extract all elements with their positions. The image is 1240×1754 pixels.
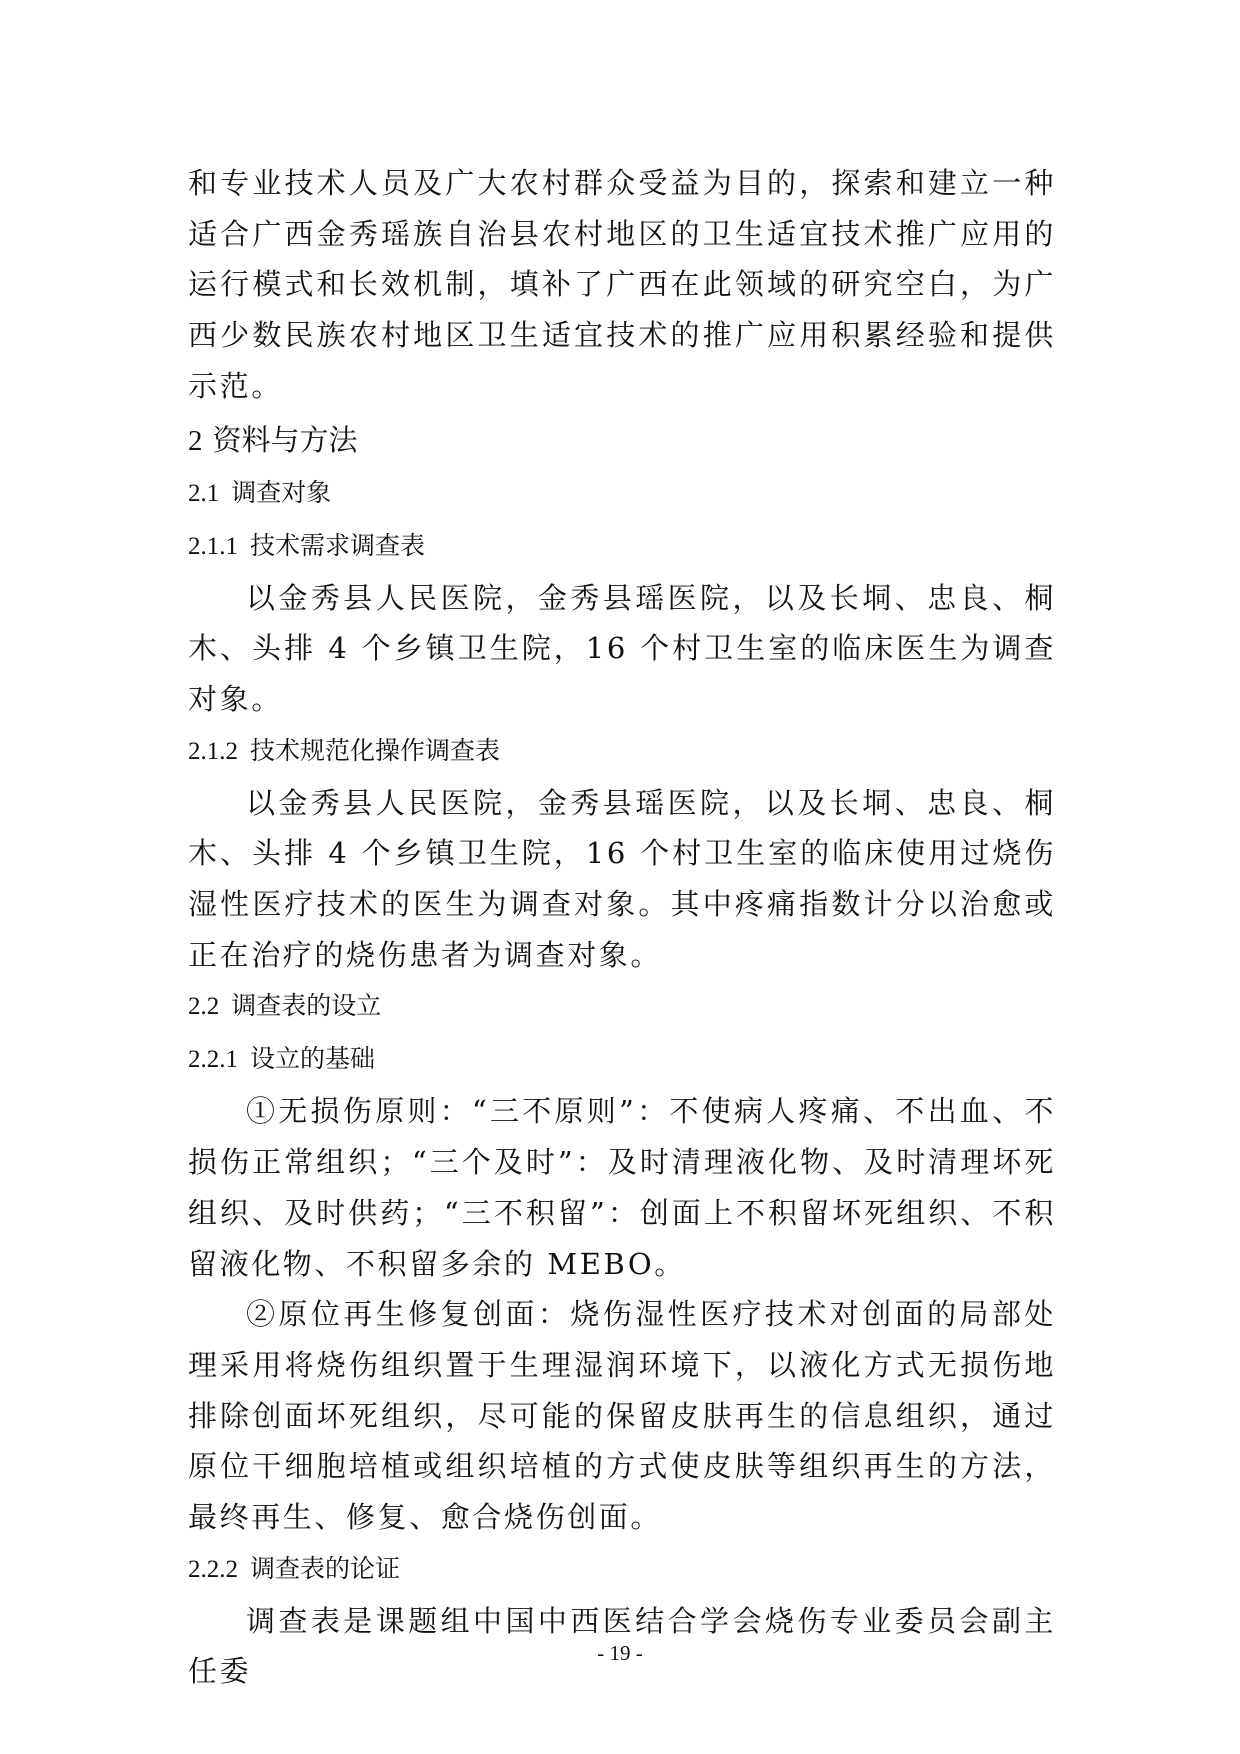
- section-number: 2: [188, 424, 203, 457]
- section-heading-2-1: [188, 467, 1056, 520]
- section-heading-2-2-2: [188, 1543, 1056, 1596]
- section-2-2-1-body-2: ②原位再生修复创面：烧伤湿性医疗技术对创面的局部处理采用将烧伤组织置于生理湿润环境下，以液化方式无损伤地排除创面坏死组织，尽可能的保留皮肤再生的信息组织，通过原位干细胞培植或组织培植的方式使皮肤等组织再生的方法，最终再生、修复、愈合烧伤创面。: [188, 1297, 1056, 1535]
- section-title: 设立的基础: [250, 1044, 376, 1074]
- section-number: 2.2.2: [188, 1555, 238, 1583]
- section-title: 技术规范化操作调查表: [250, 735, 501, 765]
- section-2-2-2-body: 调查表是课题组中国中西医结合学会烧伤专业委员会副主任委: [188, 1603, 1056, 1689]
- section-2-1-2-body: 以金秀县人民医院，金秀县瑶医院，以及长垌、忠良、桐木、头排 4 个乡镇卫生院，16 个村卫生室的临床使用过烧伤湿性医疗技术的医生为调查对象。其中疼痛指数计分以治愈或正在治疗的烧伤患者为调查对象。: [188, 785, 1056, 972]
- section-title: 调查表的设立: [231, 991, 382, 1021]
- section-2-2-1-body-1: ①无损伤原则：“三不原则”：不使病人疼痛、不出血、不损伤正常组织；“三个及时”：及时清理液化物、及时清理坏死组织、及时供药；“三不积留”：创面上不积留坏死组织、不积留液化物、不积留多余的 MEBO。: [188, 1094, 1056, 1281]
- section-title: 资料与方法: [212, 422, 358, 457]
- section-number: 2.1.1: [188, 532, 238, 560]
- section-title: 调查对象: [231, 477, 332, 507]
- section-heading-2-2: [188, 980, 1056, 1033]
- intro-paragraph: 和专业技术人员及广大农村群众受益为目的，探索和建立一种适合广西金秀瑶族自治县农村地区的卫生适宜技术推广应用的运行模式和长效机制，填补了广西在此领域的研究空白，为广西少数民族农村地区卫生适宜技术的推广应用积累经验和提供示范。: [188, 166, 1056, 403]
- page-number: - 19 -: [597, 1641, 643, 1665]
- section-2-1-1-body: 以金秀县人民医院，金秀县瑶医院，以及长垌、忠良、桐木、头排 4 个乡镇卫生院，16 个村卫生室的临床医生为调查对象。: [188, 580, 1056, 716]
- section-heading-2-2-1: [188, 1033, 1056, 1086]
- section-number: 2.2.1: [188, 1046, 238, 1074]
- section-heading-2-1-2: [188, 725, 1056, 778]
- section-heading-2: [188, 412, 1056, 467]
- section-number: 2.1.2: [188, 737, 238, 765]
- section-number: 2.2: [188, 993, 220, 1021]
- section-title: 技术需求调查表: [250, 530, 426, 560]
- section-heading-2-1-1: [188, 520, 1056, 573]
- section-title: 调查表的论证: [250, 1553, 401, 1583]
- section-number: 2.1: [188, 479, 220, 507]
- page-content: [188, 158, 1056, 1697]
